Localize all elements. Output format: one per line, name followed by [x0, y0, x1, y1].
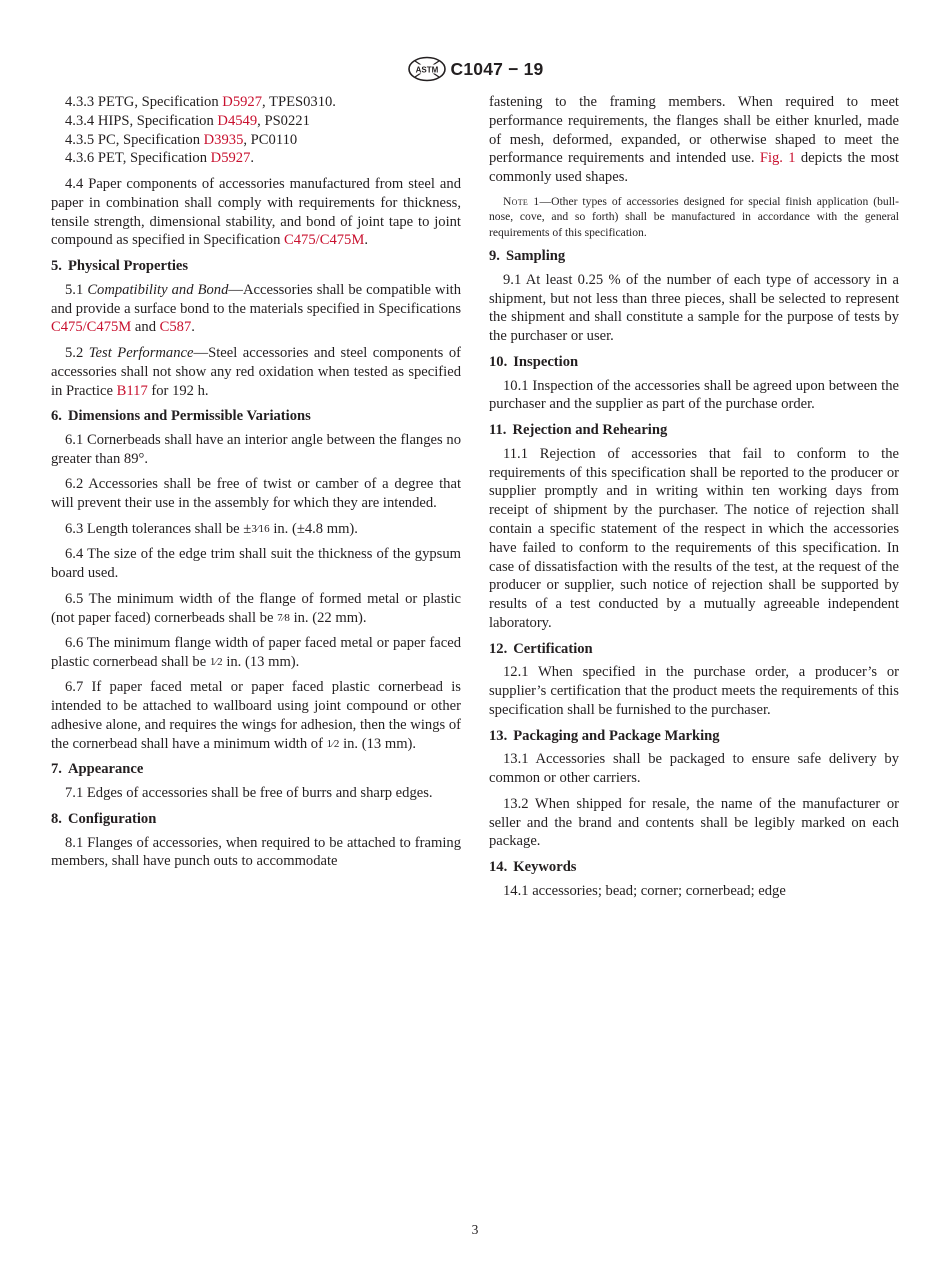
paragraph-6-1: 6.1 Cornerbeads shall have an interior angle between the flanges no greater than 89°. — [51, 431, 461, 467]
ref-c475-link[interactable]: C475/C475M — [51, 319, 132, 336]
section-11-heading: 11. Rejection and Rehearing — [489, 422, 668, 439]
right-column — [489, 93, 899, 907]
section-13-heading: 13. Packaging and Package Marking — [489, 727, 720, 744]
svg-text:ASTM: ASTM — [415, 65, 438, 75]
section-5-heading: 5. Physical Properties — [51, 257, 189, 274]
section-10-heading: 10. Inspection — [489, 353, 579, 370]
ref-d4549-link[interactable]: D4549 — [217, 112, 258, 129]
paragraph-13-1: 13.1 Accessories shall be packaged to ensure safe delivery by common or other carriers. — [489, 751, 899, 787]
item-4-3-6: 4.3.6 PET, Specification D5927. — [65, 150, 255, 167]
paragraph-5-2: 5.2 Test Performance—Steel accessories and steel components of accessories shall not show any red oxidation when tested as specified in Practice B117 for 192 h. — [51, 344, 461, 399]
ref-d3935-link[interactable]: D3935 — [203, 131, 244, 148]
section-12-heading: 12. Certification — [489, 640, 593, 657]
paragraph-14-1: 14.1 accessories; bead; corner; cornerbead; edge — [503, 882, 786, 899]
ref-d5927-link[interactable]: D5927 — [222, 94, 263, 110]
paragraph-13-2: 13.2 When shipped for resale, the name of the manufacturer or seller and the brand and contents shall be legibly marked on each package. — [489, 795, 899, 850]
left-column — [51, 93, 461, 878]
section-14-heading: 14. Keywords — [489, 858, 577, 875]
paragraph-11-1: 11.1 Rejection of accessories that fail to conform to the requirements of this specification shall be reported to the producer or supplier promptly and in writing within ten working days from receipt of shipment by the purchaser. The notice of rejection shall contain a specific statement of the respect in which the accessories have failed to conform to the requirements of this specification. In case of dissatisfaction with the results of the test, at the request of the producer or supplier, such notice of rejection shall be supported by results of a test conducted by a mutually agreeable independent laboratory. — [489, 445, 899, 632]
item-4-3-5: 4.3.5 PC, Specification D3935, PC0110 — [65, 131, 298, 148]
paragraph-6-6: 6.6 The minimum flange width of paper faced metal or paper faced plastic cornerbead shall be 1⁄2 in. (13 mm). — [51, 635, 461, 670]
section-7-heading: 7. Appearance — [51, 761, 144, 778]
ref-b117-link[interactable]: B117 — [116, 382, 148, 399]
astm-logo-icon — [407, 56, 447, 82]
item-4-3-4: 4.3.4 HIPS, Specification D4549, PS0221 — [65, 112, 310, 129]
paragraph-7-1: 7.1 Edges of accessories shall be free of burrs and sharp edges. — [65, 785, 433, 802]
ref-c587-link[interactable]: C587 — [159, 319, 192, 336]
paragraph-6-2: 6.2 Accessories shall be free of twist or camber of a degree that will prevent their use in the assembly for which they are intended. — [51, 476, 461, 512]
paragraph-6-3: 6.3 Length tolerances shall be ±3⁄16 in. (±4.8 mm). — [65, 520, 358, 537]
ref-c475-link[interactable]: C475/C475M — [284, 232, 365, 249]
paragraph-6-5: 6.5 The minimum width of the flange of formed metal or plastic (not paper faced) cornerbeads shall be 7⁄8 in. (22 mm). — [51, 590, 461, 626]
paragraph-10-1: 10.1 Inspection of the accessories shall be agreed upon between the purchaser and the supplier as part of the purchase order. — [489, 377, 899, 413]
paragraph-4-4: 4.4 Paper components of accessories manufactured from steel and paper in combination shall comply with requirements for thickness, tensile strength, dimensional stability, and bond of joint tape to joint compound as specified in Specification C475/C475M. — [51, 175, 461, 249]
section-8-heading: 8. Configuration — [51, 810, 157, 827]
paragraph-8-1: 8.1 Flanges of accessories, when required to be attached to framing members, shall have punch outs to accommodate — [51, 834, 461, 870]
ref-fig1-link[interactable]: Fig. 1 — [759, 150, 796, 167]
page-number: 3 — [471, 1222, 479, 1237]
paragraph-6-4: 6.4 The size of the edge trim shall suit the thickness of the gypsum board used. — [51, 546, 461, 582]
item-4-3-3: 4.3.3 PETG, Specification D5927, TPES0310. — [65, 94, 336, 110]
section-9-heading: 9. Sampling — [489, 248, 566, 265]
paragraph-5-1: 5.1 Compatibility and Bond—Accessories shall be compatible with and provide a surface bond to the materials specified in Specifications C475/C475M and C587. — [51, 281, 461, 336]
ref-d5927-link[interactable]: D5927 — [210, 150, 251, 167]
document-id: C1047 − 19 — [450, 58, 544, 79]
page-header — [0, 56, 950, 82]
section-6-heading: 6. Dimensions and Permissible Variations — [51, 408, 311, 425]
paragraph-6-7: 6.7 If paper faced metal or paper faced plastic cornerbead is intended to be attached to wallboard using joint compound or other adhesive alone, and requires the wings for adhesion, then the wings of the cornerbead shall have a minimum width of 1⁄2 in. (13 mm). — [51, 679, 461, 752]
note-1: Note 1—Other types of accessories designed for special finish application (bull-nose, cove, and so forth) shall be manufactured in accordance with the general requirements of this specification. — [489, 194, 899, 239]
paragraph-12-1: 12.1 When specified in the purchase order, a producer’s or supplier’s certification that the product meets the requirements of this specification shall be furnished to the purchaser. — [489, 664, 899, 718]
paragraph-9-1: 9.1 At least 0.25 % of the number of each type of accessory in a shipment, but not less than three pieces, shall be selected to represent the shipment and shall constitute a sample for the purpose of tests by the purchaser or user. — [489, 271, 899, 345]
paragraph-8-1-continued: fastening to the framing members. When required to meet performance requirements, the flanges shall be either knurled, made of mesh, deformed, expanded, or otherwise shaped to meet the performance requirements and intended use. Fig. 1 depicts the most commonly used shapes. — [489, 94, 899, 186]
